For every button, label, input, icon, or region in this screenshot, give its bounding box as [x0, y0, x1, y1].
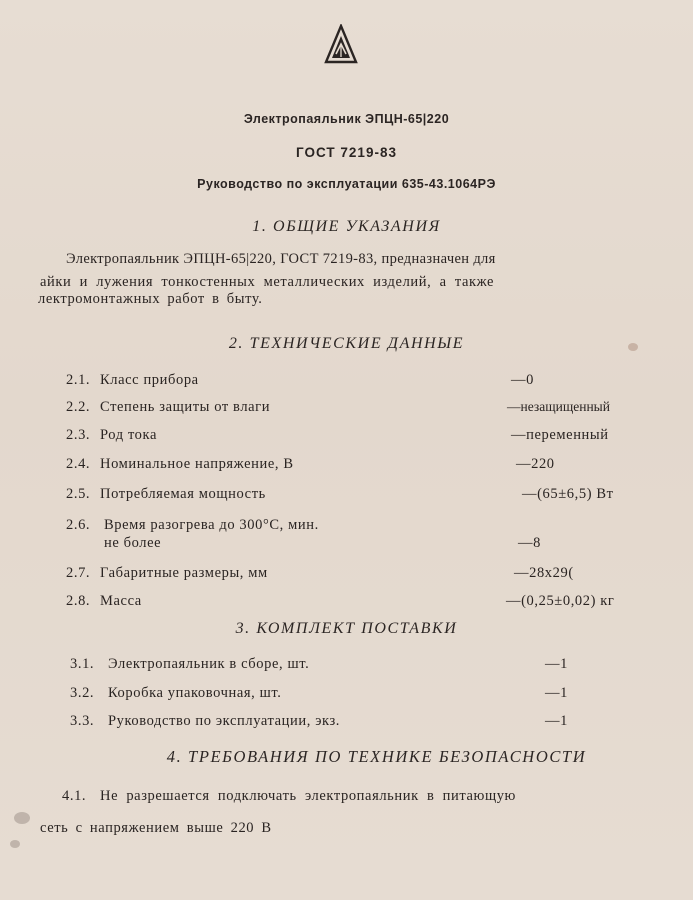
spec-label-continuation: не более — [104, 535, 162, 551]
section-4-title: 4. ТРЕБОВАНИЯ ПО ТЕХНИКЕ БЕЗОПАСНОСТИ — [166, 747, 587, 766]
spec-label: Время разогрева до 300°С, мин. — [104, 517, 319, 533]
kit-label: Электропаяльник в сборе, шт. — [108, 656, 310, 672]
gost-number: ГОСТ 7219-83 — [296, 145, 397, 160]
kit-row — [0, 713, 693, 735]
spec-number: 2.8. — [66, 593, 91, 609]
spec-label: Класс прибора — [100, 372, 199, 388]
section-3-title: 3. КОМПЛЕКТ ПОСТАВКИ — [235, 620, 458, 637]
kit-number: 3.1. — [70, 656, 95, 672]
section-2-title: 2. ТЕХНИЧЕСКИЕ ДАННЫЕ — [228, 335, 465, 352]
spec-value: —незащищенный — [507, 399, 610, 414]
spec-label: Род тока — [100, 427, 157, 443]
spec-label: Потребляемая мощность — [100, 486, 266, 502]
spec-value: —220 — [516, 456, 555, 472]
spec-number: 2.7. — [66, 565, 91, 581]
spec-number: 2.2. — [66, 399, 91, 415]
section-1-title: 1. ОБЩИЕ УКАЗАНИЯ — [252, 218, 441, 235]
spec-label: Степень защиты от влаги — [100, 399, 271, 415]
kit-number: 3.2. — [70, 685, 95, 701]
paper-stain — [10, 840, 20, 848]
kit-value: —1 — [545, 685, 568, 701]
kit-value: —1 — [545, 656, 568, 672]
spec-label: Номинальное напряжение, В — [100, 456, 294, 472]
spec-value: —(65±6,5) Вт — [522, 486, 614, 502]
kit-number: 3.3. — [70, 713, 95, 729]
spec-row — [0, 399, 693, 421]
spec-value: —0 — [511, 372, 534, 388]
section-1-line-1: Электропаяльник ЭПЦН-65|220, ГОСТ 7219-83, предназначен для — [66, 251, 496, 267]
spec-value: —28x29( — [514, 565, 574, 581]
spec-label: Габаритные размеры, мм — [100, 565, 268, 581]
safety-text-line-2: сеть с напряжением выше 220 В — [40, 820, 272, 836]
kit-label: Коробка упаковочная, шт. — [108, 685, 282, 701]
spec-row — [0, 427, 693, 449]
manual-number: Руководство по эксплуатации 635-43.1064РЭ — [197, 177, 496, 191]
paper-stain — [628, 343, 638, 351]
section-1-line-3: лектромонтажных работ в быту. — [38, 291, 263, 307]
spec-number: 2.4. — [66, 456, 91, 472]
kit-row — [0, 656, 693, 678]
spec-value: —переменный — [511, 427, 609, 443]
spec-row-continuation — [0, 535, 693, 557]
spec-label: Масса — [100, 593, 142, 609]
kit-row — [0, 685, 693, 707]
spec-row — [0, 565, 693, 587]
spec-row — [0, 456, 693, 478]
paper-stain — [14, 812, 30, 824]
spec-row — [0, 486, 693, 508]
safety-number: 4.1. — [62, 788, 87, 804]
spec-number: 2.6. — [66, 517, 91, 533]
spec-row — [0, 372, 693, 394]
spec-value: —8 — [518, 535, 541, 551]
kit-label: Руководство по эксплуатации, экз. — [108, 713, 341, 729]
spec-row — [0, 593, 693, 615]
kit-value: —1 — [545, 713, 568, 729]
safety-row-continuation — [0, 820, 693, 842]
triangle-factory-logo-icon — [324, 24, 358, 68]
safety-row — [0, 788, 693, 810]
spec-number: 2.1. — [66, 372, 91, 388]
spec-value: —(0,25±0,02) кг — [506, 593, 615, 609]
spec-number: 2.3. — [66, 427, 91, 443]
safety-text-line-1: Не разрешается подключать электропаяльник в питающую — [100, 788, 516, 804]
section-1-line-2: айки и лужения тонкостенных металлических изделий, а также — [40, 274, 495, 290]
product-title: Электропаяльник ЭПЦН-65|220 — [243, 112, 450, 126]
spec-number: 2.5. — [66, 486, 91, 502]
